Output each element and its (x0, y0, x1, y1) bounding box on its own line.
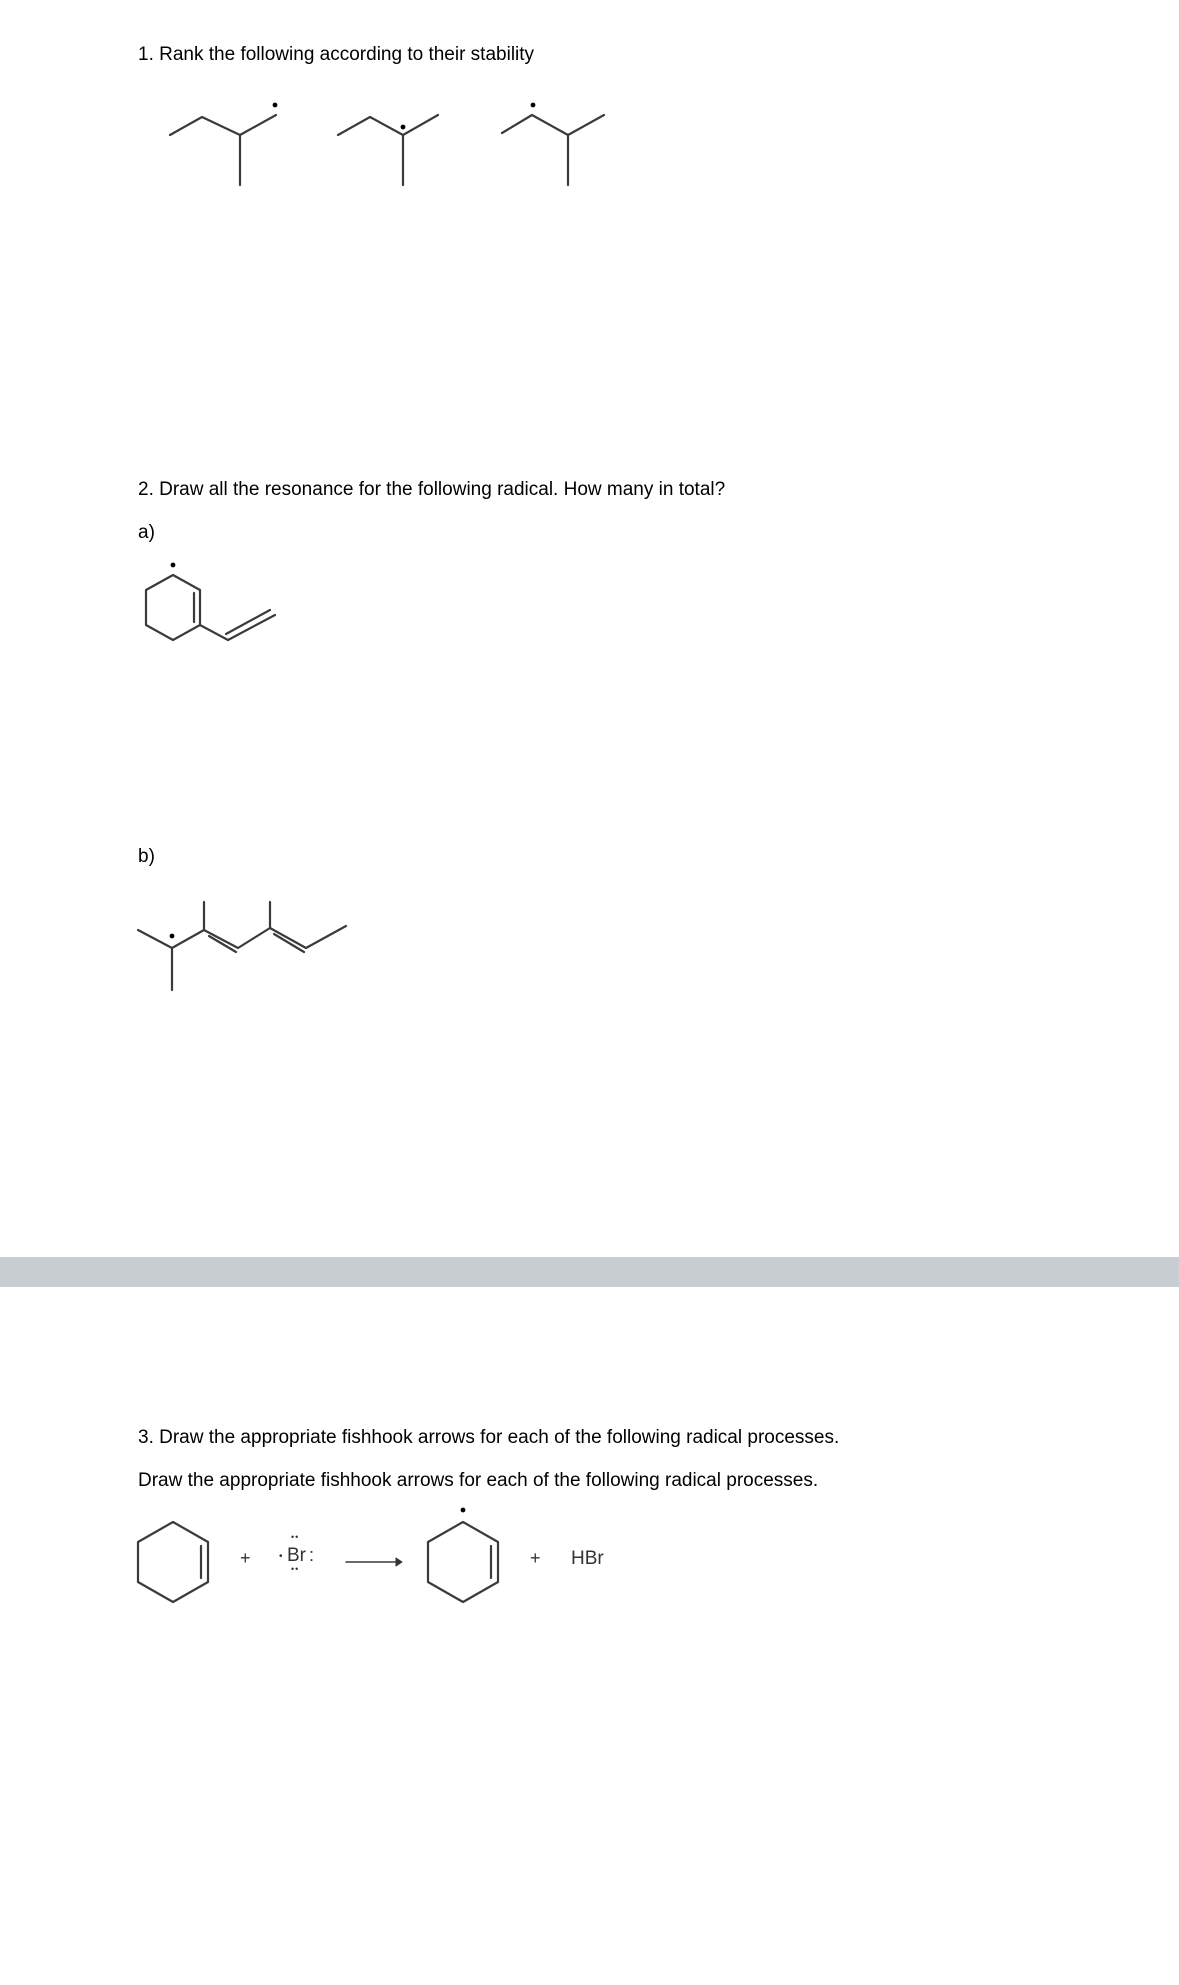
q1-molecule-2 (328, 95, 458, 195)
q1-molecule-1 (160, 95, 290, 195)
radical-dot (273, 103, 278, 108)
part-b-label: b) (138, 846, 155, 867)
lone-pair-bottom: •• (291, 1564, 300, 1574)
question-3-text: 3. Draw the appropriate fishhook arrows for each of the following radical processes. (138, 1427, 840, 1448)
hbr-product: HBr (571, 1548, 604, 1569)
cyclohexenyl-radical-product (418, 1500, 508, 1610)
cyclohexene-reactant (130, 1510, 220, 1610)
radical-dot (401, 125, 406, 130)
part-a-label: a) (138, 522, 155, 543)
radical-dot (461, 1508, 466, 1513)
q1-molecule-3 (490, 95, 620, 195)
lone-pair-top: •• (291, 1532, 300, 1542)
radical-dot (170, 934, 175, 939)
plus-sign-2: + (530, 1548, 541, 1568)
q2b-molecule (130, 880, 360, 1000)
lone-pair-right: : (309, 1545, 315, 1565)
question-1-text: 1. Rank the following according to their stability (138, 44, 535, 65)
radical-dot: • (279, 1551, 283, 1562)
radical-dot (171, 563, 176, 568)
q2a-molecule (130, 555, 290, 665)
question-3-subtext: Draw the appropriate fishhook arrows for each of the following radical processes. (138, 1470, 819, 1491)
question-2-text: 2. Draw all the resonance for the following radical. How many in total? (138, 479, 726, 500)
reaction-arrow (344, 1552, 404, 1572)
page-divider (0, 1257, 1179, 1287)
radical-dot (531, 103, 536, 108)
plus-sign-1: + (240, 1548, 251, 1568)
